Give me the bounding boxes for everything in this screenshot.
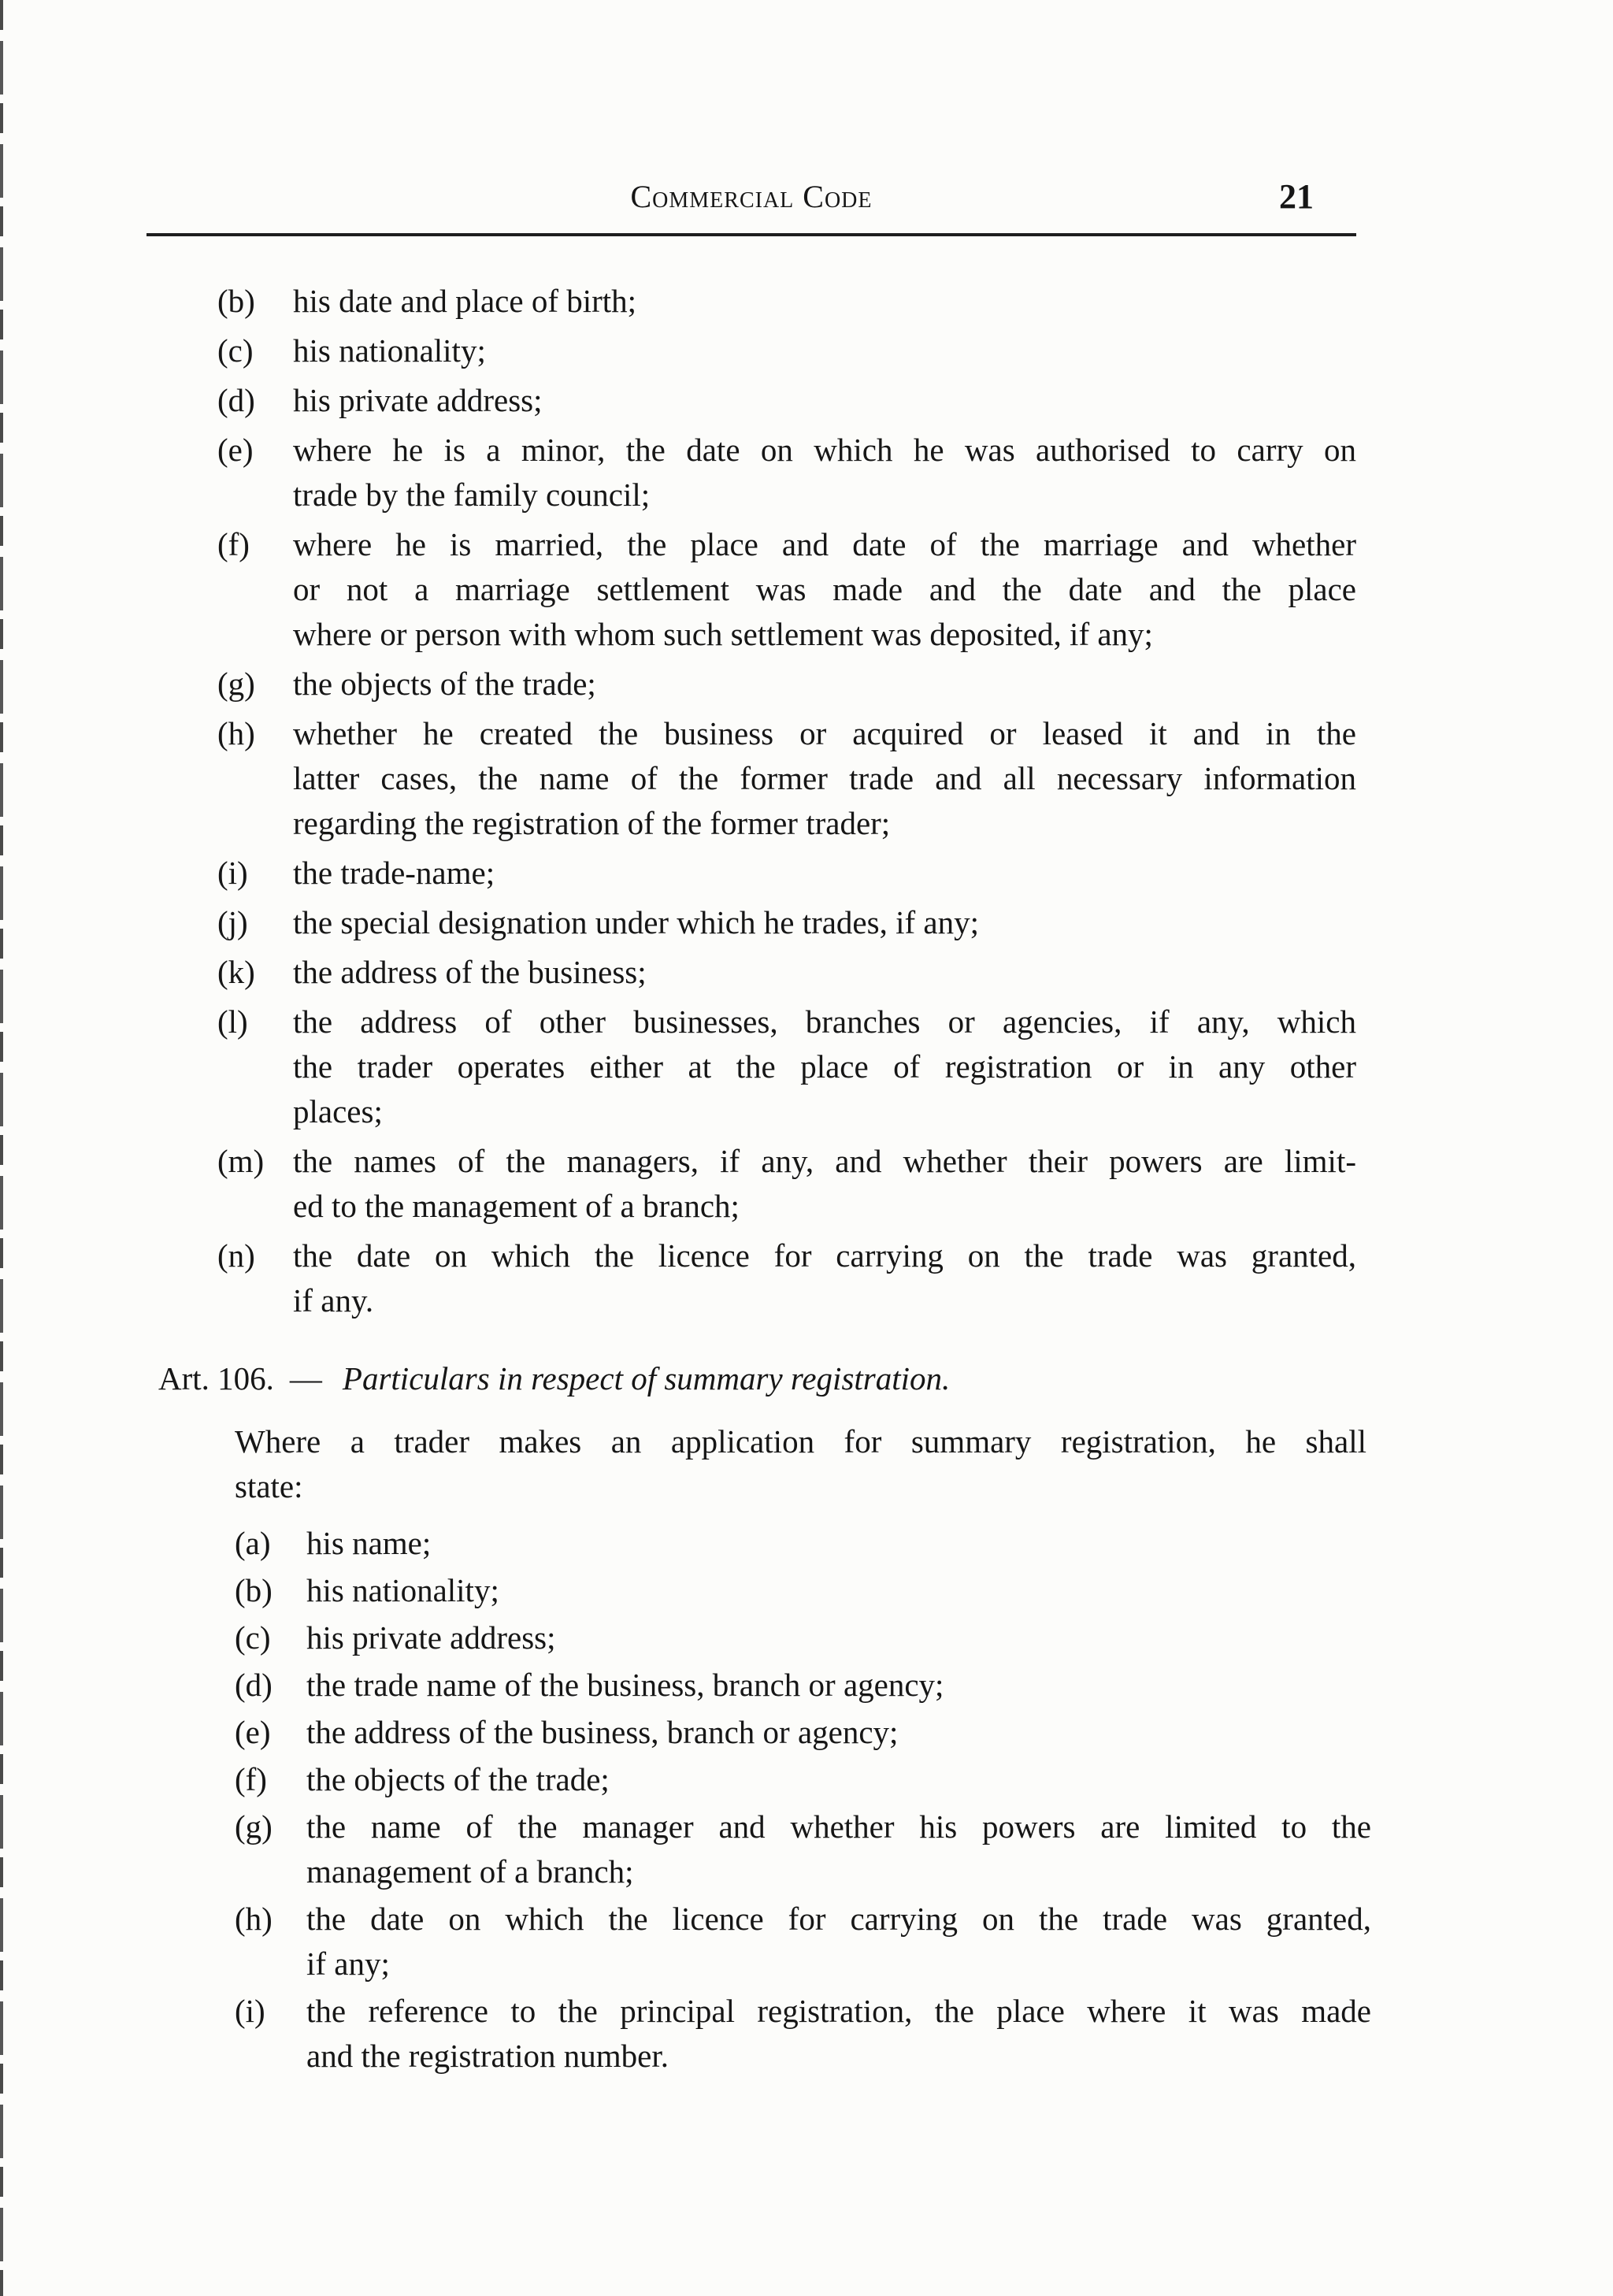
item-text-line: the address of other businesses, branches or agencies, if any, which bbox=[293, 1003, 1356, 1040]
item-label: (f) bbox=[217, 526, 250, 562]
item-text-line: the date on which the licence for carrying on the trade was granted, bbox=[293, 1237, 1356, 1274]
list-item bbox=[217, 328, 1356, 373]
item-text-line: the name of the manager and whether his powers are limited to the bbox=[306, 1808, 1371, 1845]
item-text-line: his date and place of birth; bbox=[293, 283, 637, 319]
header-title: Commercial Code bbox=[630, 179, 873, 214]
item-text-line: trade by the family council; bbox=[293, 477, 651, 513]
item-text-line: the objects of the trade; bbox=[293, 666, 596, 702]
list-item bbox=[235, 1521, 1371, 1566]
list-item bbox=[217, 662, 1356, 707]
item-text-line: the trade name of the business, branch or agency; bbox=[306, 1667, 944, 1703]
paragraph-line: state: bbox=[235, 1468, 303, 1504]
article-number: Art. 106. bbox=[158, 1360, 274, 1397]
list-item bbox=[235, 1989, 1371, 2079]
item-text-line: management of a branch; bbox=[306, 1853, 634, 1890]
list-item bbox=[235, 1757, 1371, 1802]
item-text-line: the address of the business, branch or agency; bbox=[306, 1714, 899, 1750]
item-text-line: the names of the managers, if any, and whether their powers are limit- bbox=[293, 1143, 1356, 1179]
item-text-line: if any. bbox=[293, 1282, 374, 1319]
item-label: (k) bbox=[217, 954, 255, 990]
article-dash: — bbox=[289, 1360, 322, 1397]
item-text-line: his nationality; bbox=[293, 332, 486, 369]
item-text-line: where he is married, the place and date of the marriage and whether bbox=[293, 526, 1356, 562]
item-text-line: if any; bbox=[306, 1945, 390, 1982]
item-text-line: ed to the management of a branch; bbox=[293, 1188, 740, 1224]
scan-edge-artifact bbox=[0, 0, 3, 2296]
item-label: (j) bbox=[217, 904, 248, 940]
list-item bbox=[235, 1663, 1371, 1708]
item-text-line: his name; bbox=[306, 1525, 432, 1561]
list-item bbox=[217, 428, 1356, 517]
header-rule bbox=[146, 233, 1356, 236]
item-label: (m) bbox=[217, 1143, 265, 1179]
item-text-line: the special designation under which he trades, if any; bbox=[293, 904, 979, 940]
item-label: (i) bbox=[217, 855, 248, 891]
item-text-line: the date on which the licence for carrying on the trade was granted, bbox=[306, 1901, 1371, 1937]
list-item bbox=[235, 1805, 1371, 1894]
item-label: (h) bbox=[235, 1901, 273, 1937]
list-item bbox=[217, 900, 1356, 945]
item-label: (g) bbox=[217, 666, 255, 702]
item-text-line: the trade-name; bbox=[293, 855, 495, 891]
item-label: (b) bbox=[235, 1572, 273, 1608]
list-item bbox=[217, 522, 1356, 657]
item-label: (d) bbox=[217, 382, 255, 418]
item-label: (b) bbox=[217, 283, 255, 319]
item-text-line: the trader operates either at the place of registration or in any other bbox=[293, 1048, 1356, 1085]
list-item bbox=[217, 711, 1356, 846]
list-item bbox=[217, 378, 1356, 423]
running-header bbox=[146, 175, 1356, 219]
item-text-line: or not a marriage settlement was made and the date and the place bbox=[293, 571, 1356, 607]
item-label: (f) bbox=[235, 1761, 267, 1797]
page-number: 21 bbox=[1279, 177, 1314, 216]
item-label: (a) bbox=[235, 1525, 271, 1561]
item-text-line: the address of the business; bbox=[293, 954, 647, 990]
item-label: (i) bbox=[235, 1993, 265, 2029]
list-item bbox=[235, 1615, 1371, 1660]
paragraph-line: Where a trader makes an application for summary registration, he shall bbox=[235, 1423, 1366, 1460]
item-text-line: the reference to the principal registration, the place where it was made bbox=[306, 1993, 1371, 2029]
item-label: (l) bbox=[217, 1003, 248, 1040]
item-label: (c) bbox=[235, 1619, 271, 1656]
item-text-line: the objects of the trade; bbox=[306, 1761, 610, 1797]
list-item bbox=[217, 1233, 1356, 1323]
item-text-line: where he is a minor, the date on which he was authorised to carry on bbox=[293, 432, 1356, 468]
list-item bbox=[217, 1000, 1356, 1134]
list-item bbox=[217, 851, 1356, 896]
item-text-line: his private address; bbox=[293, 382, 543, 418]
item-label: (n) bbox=[217, 1237, 255, 1274]
item-label: (c) bbox=[217, 332, 254, 369]
article-title: Particulars in respect of summary registration. bbox=[342, 1360, 951, 1397]
item-label: (e) bbox=[217, 432, 254, 468]
item-label: (e) bbox=[235, 1714, 271, 1750]
item-text-line: whether he created the business or acquired or leased it and in the bbox=[293, 715, 1356, 751]
item-label: (g) bbox=[235, 1808, 273, 1845]
particulars-list bbox=[217, 279, 1356, 1323]
list-item bbox=[235, 1568, 1371, 1613]
item-text-line: latter cases, the name of the former trade and all necessary information bbox=[293, 760, 1356, 796]
list-item bbox=[217, 1139, 1356, 1229]
list-item bbox=[217, 279, 1356, 324]
list-item bbox=[235, 1897, 1371, 1986]
item-text-line: his nationality; bbox=[306, 1572, 499, 1608]
item-text-line: his private address; bbox=[306, 1619, 556, 1656]
item-text-line: where or person with whom such settlement was deposited, if any; bbox=[293, 616, 1153, 652]
list-item bbox=[217, 950, 1356, 995]
item-text-line: and the registration number. bbox=[306, 2038, 669, 2074]
item-label: (h) bbox=[217, 715, 255, 751]
summary-registration-list bbox=[235, 1521, 1371, 2079]
article-heading bbox=[158, 1356, 950, 1401]
article-intro-paragraph bbox=[235, 1419, 1366, 1509]
item-text-line: places; bbox=[293, 1093, 383, 1129]
list-item bbox=[235, 1710, 1371, 1755]
item-text-line: regarding the registration of the former trader; bbox=[293, 805, 891, 841]
item-label: (d) bbox=[235, 1667, 273, 1703]
